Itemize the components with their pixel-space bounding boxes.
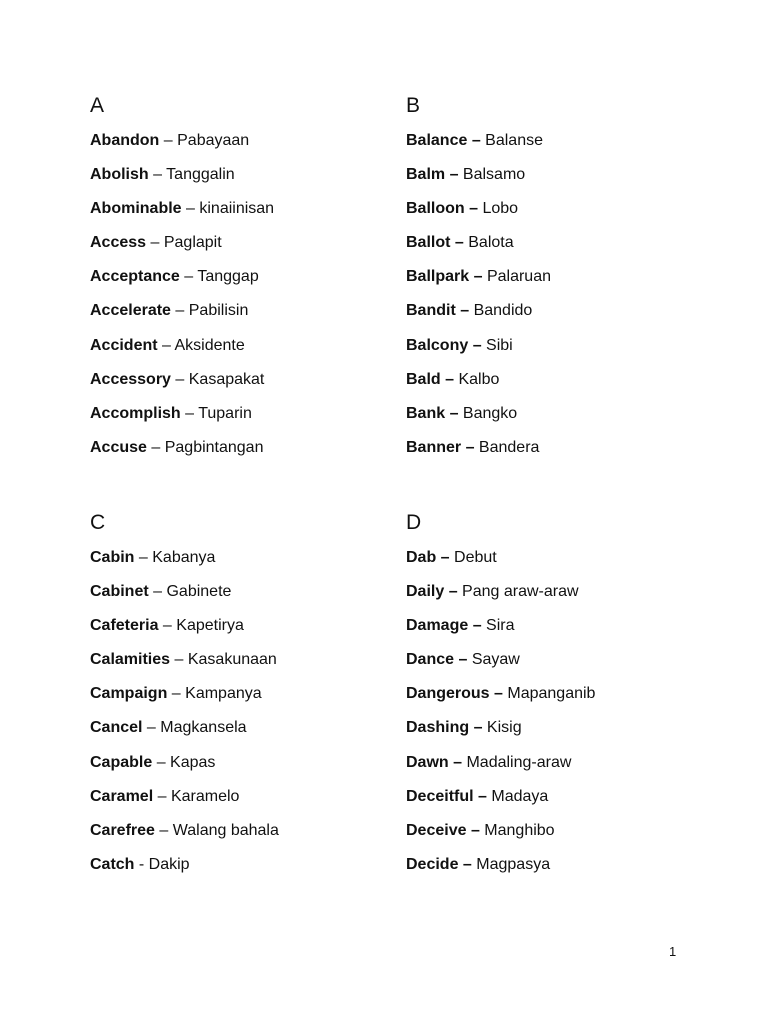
translation-word: Debut (454, 549, 497, 566)
translation-word: Lobo (482, 200, 519, 218)
glossary-entry (406, 752, 706, 786)
glossary-entry (406, 369, 706, 403)
separator: – (152, 753, 171, 771)
translation-word: Tanggap (197, 268, 259, 286)
term-word: Abominable (90, 200, 182, 218)
glossary-entry (90, 683, 390, 717)
translation-word: Mapanganib (507, 685, 596, 703)
glossary-entry (406, 232, 706, 266)
glossary-entry (90, 649, 390, 683)
glossary-entry (90, 198, 390, 232)
term-word: Balcony – (406, 336, 482, 354)
translation-word: Madaling-araw (466, 753, 572, 771)
glossary-entry (90, 752, 390, 786)
separator: – (159, 132, 178, 149)
glossary-entry (406, 615, 706, 649)
separator: – (170, 302, 189, 320)
translation-word: Kasapakat (188, 370, 265, 388)
glossary-entry (90, 854, 390, 888)
glossary-entry (406, 266, 706, 300)
term-word: Accelerate (90, 302, 171, 320)
term-word: Accident (90, 336, 158, 354)
translation-word: Dakip (148, 855, 190, 873)
separator: – (157, 336, 175, 354)
term-word: Dance – (406, 651, 468, 669)
translation-word: Karamelo (170, 787, 240, 805)
translation-word: Walang bahala (172, 821, 279, 839)
separator: – (158, 617, 177, 635)
glossary-entry (406, 403, 706, 437)
translation-word: Magpasya (476, 855, 551, 873)
translation-word: Kapetirya (176, 617, 244, 635)
translation-word: Balota (468, 234, 514, 252)
glossary-entry (406, 547, 706, 581)
glossary-entry (90, 369, 390, 403)
term-word: Deceive – (406, 821, 480, 839)
section-b (406, 94, 706, 471)
term-word: Capable (90, 753, 153, 771)
separator: – (181, 200, 200, 218)
term-word: Campaign (90, 685, 168, 703)
separator: – (170, 370, 189, 388)
translation-word: Pabayaan (177, 132, 250, 149)
separator: - (134, 855, 149, 873)
term-word: Ballot – (406, 234, 464, 252)
separator: – (154, 821, 173, 839)
term-word: Carefree (90, 821, 155, 839)
translation-word: Bangko (462, 404, 518, 422)
translation-word: Kabanya (152, 549, 216, 566)
term-word: Dab – (406, 549, 450, 566)
term-word: Caramel (90, 787, 154, 805)
glossary-entry (90, 547, 390, 581)
term-word: Abolish (90, 166, 149, 184)
translation-word: Palaruan (486, 268, 551, 286)
glossary-entry (90, 717, 390, 751)
separator: – (134, 549, 153, 566)
page-number: 1 (669, 944, 677, 959)
translation-word: Kasakunaan (187, 651, 277, 669)
translation-word: Aksidente (174, 336, 245, 354)
translation-word: Balanse (485, 132, 543, 149)
translation-word: Sayaw (471, 651, 520, 669)
separator: – (146, 438, 165, 456)
glossary-entry (90, 581, 390, 615)
translation-word: Kisig (486, 719, 522, 737)
translation-word: kinaiinisan (199, 200, 275, 218)
translation-word: Kapas (170, 753, 216, 771)
term-word: Damage – (406, 617, 482, 635)
glossary-entry (406, 683, 706, 717)
glossary-entry (90, 164, 390, 198)
translation-word: Sibi (486, 336, 513, 354)
glossary-entry (90, 615, 390, 649)
term-word: Balm – (406, 166, 459, 184)
translation-word: Manghibo (484, 821, 555, 839)
glossary-entry (90, 335, 390, 369)
glossary-entry (90, 130, 390, 164)
separator: – (167, 685, 186, 703)
term-word: Catch (90, 855, 135, 873)
translation-word: Paglapit (163, 234, 222, 252)
glossary-entry (90, 232, 390, 266)
term-word: Bald – (406, 370, 455, 388)
term-word: Cancel (90, 719, 143, 737)
translation-word: Madaya (491, 787, 549, 805)
glossary-entry (406, 649, 706, 683)
translation-word: Pagbintangan (164, 438, 264, 456)
term-word: Abandon (90, 132, 160, 149)
glossary-entry (90, 820, 390, 854)
separator: – (180, 404, 199, 422)
separator: – (179, 268, 198, 286)
glossary-entry (406, 300, 706, 334)
separator: – (146, 234, 164, 252)
section-letter: D (406, 511, 422, 534)
term-word: Dashing – (406, 719, 483, 737)
translation-word: Magkansela (160, 719, 247, 737)
term-word: Decide – (406, 855, 472, 873)
glossary-entry (406, 786, 706, 820)
term-word: Access (90, 234, 147, 252)
glossary-entry (90, 266, 390, 300)
section-c (90, 511, 390, 888)
glossary-entry (90, 403, 390, 437)
translation-word: Kalbo (458, 370, 500, 388)
separator: – (170, 651, 188, 669)
glossary-entry (406, 717, 706, 751)
glossary-entry (406, 854, 706, 888)
translation-word: Tanggalin (166, 166, 235, 184)
term-word: Cabin (90, 549, 135, 566)
section-letter: A (90, 94, 105, 117)
translation-word: Balsamo (462, 166, 526, 184)
glossary-entry (90, 786, 390, 820)
term-word: Daily – (406, 583, 458, 601)
term-word: Dangerous – (406, 685, 503, 703)
translation-word: Sira (486, 617, 515, 635)
term-word: Cafeteria (90, 617, 159, 635)
term-word: Dawn – (406, 753, 463, 771)
glossary-entry (406, 164, 706, 198)
term-word: Balance – (406, 132, 481, 149)
term-word: Balloon – (406, 200, 479, 218)
term-word: Ballpark – (406, 268, 483, 286)
translation-word: Gabinete (166, 583, 232, 601)
translation-word: Pang araw-araw (462, 583, 579, 601)
glossary-entry (90, 300, 390, 334)
section-letter: B (406, 94, 421, 117)
term-word: Accessory (90, 370, 171, 388)
term-word: Bandit – (406, 302, 470, 320)
translation-word: Pabilisin (188, 302, 249, 320)
term-word: Accomplish (90, 404, 181, 422)
translation-word: Kampanya (185, 685, 262, 703)
term-word: Deceitful – (406, 787, 487, 805)
section-d (406, 511, 706, 888)
term-word: Bank – (406, 404, 459, 422)
section-letter: C (90, 511, 106, 534)
translation-word: Tuparin (198, 404, 252, 422)
glossary-entry (90, 437, 390, 471)
separator: – (142, 719, 161, 737)
translation-word: Bandido (473, 302, 533, 320)
section-a (90, 94, 390, 471)
separator: – (153, 787, 171, 805)
separator: – (148, 166, 167, 184)
translation-word: Bandera (478, 438, 540, 456)
glossary-entry (406, 130, 706, 164)
glossary-entry (406, 820, 706, 854)
term-word: Cabinet (90, 583, 149, 601)
glossary-entry (406, 198, 706, 232)
term-word: Banner – (406, 438, 475, 456)
term-word: Acceptance (90, 268, 180, 286)
glossary-entry (406, 581, 706, 615)
separator: – (148, 583, 167, 601)
term-word: Accuse (90, 438, 147, 456)
term-word: Calamities (90, 651, 171, 669)
glossary-entry (406, 437, 706, 471)
glossary-entry (406, 335, 706, 369)
